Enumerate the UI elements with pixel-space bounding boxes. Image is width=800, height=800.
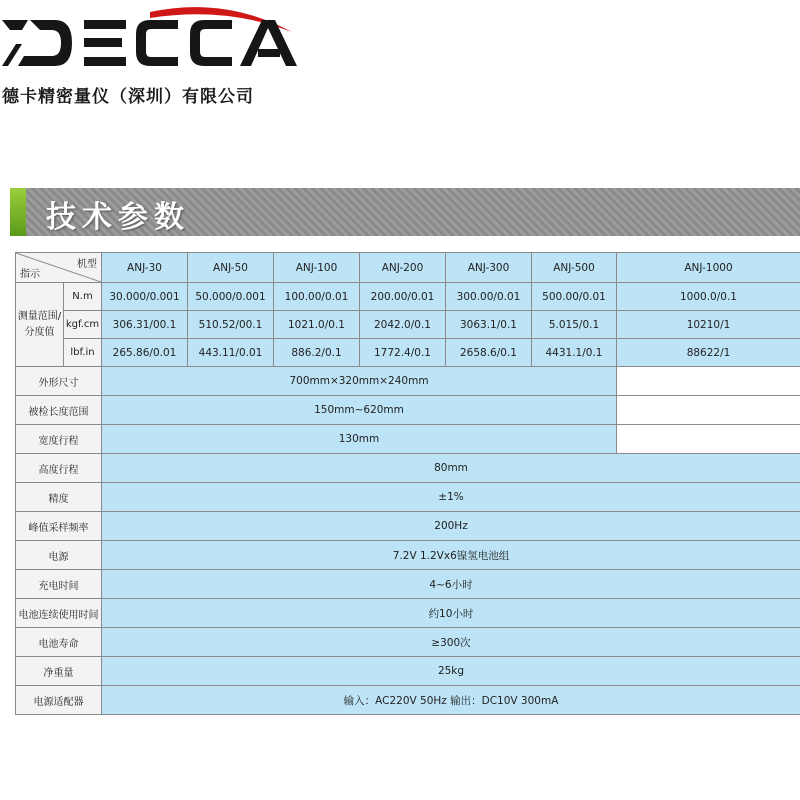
spec-value: 150mm~620mm (102, 396, 617, 425)
model-header: ANJ-500 (532, 253, 617, 283)
range-cell: 443.11/0.01 (188, 339, 274, 367)
range-cell: 265.86/0.01 (102, 339, 188, 367)
corner-header (16, 253, 102, 283)
spec-row (16, 425, 800, 454)
logo-text: DECCA (0, 0, 4, 1)
spec-row (16, 483, 800, 512)
range-cell: 500.00/0.01 (532, 283, 617, 311)
spec-value: 700mm×320mm×240mm (102, 367, 617, 396)
spec-label: 充电时间 (16, 570, 102, 599)
range-cell: 886.2/0.1 (274, 339, 360, 367)
spec-label: 高度行程 (16, 454, 102, 483)
empty-cell (617, 396, 800, 425)
spec-value: 4~6小时 (102, 570, 800, 599)
spec-row (16, 657, 800, 686)
section-banner (10, 188, 800, 236)
spec-row (16, 599, 800, 628)
spec-row (16, 541, 800, 570)
empty-cell (617, 425, 800, 454)
model-header: ANJ-50 (188, 253, 274, 283)
range-cell: 2042.0/0.1 (360, 311, 446, 339)
banner-accent (10, 188, 26, 236)
company-name: 德卡精密量仪（深圳）有限公司 (2, 87, 254, 107)
company-logo (0, 0, 300, 115)
range-row (16, 311, 800, 339)
unit-label: kgf.cm (64, 311, 102, 339)
range-cell: 50.000/0.001 (188, 283, 274, 311)
empty-cell (617, 367, 800, 396)
range-cell: 5.015/0.1 (532, 311, 617, 339)
model-header: ANJ-30 (102, 253, 188, 283)
spec-label: 宽度行程 (16, 425, 102, 454)
spec-label: 被检长度范围 (16, 396, 102, 425)
spec-row (16, 628, 800, 657)
spec-value: ≥300次 (102, 628, 800, 657)
spec-value: 25kg (102, 657, 800, 686)
spec-label: 净重量 (16, 657, 102, 686)
spec-table (15, 252, 800, 715)
range-cell: 100.00/0.01 (274, 283, 360, 311)
model-header: ANJ-300 (446, 253, 532, 283)
range-cell: 300.00/0.01 (446, 283, 532, 311)
spec-row (16, 396, 800, 425)
corner-model-label: 机型 (77, 259, 97, 270)
model-header: ANJ-200 (360, 253, 446, 283)
spec-label: 电源 (16, 541, 102, 570)
spec-label: 电池寿命 (16, 628, 102, 657)
spec-value: 80mm (102, 454, 800, 483)
spec-value: 约10小时 (102, 599, 800, 628)
decca-logo-mark (0, 0, 300, 85)
spec-label: 峰值采样频率 (16, 512, 102, 541)
spec-value: 200Hz (102, 512, 800, 541)
unit-label: N.m (64, 283, 102, 311)
range-cell: 30.000/0.001 (102, 283, 188, 311)
range-cell: 88622/1 (617, 339, 800, 367)
spec-row (16, 367, 800, 396)
header-row (16, 253, 800, 283)
range-cell: 4431.1/0.1 (532, 339, 617, 367)
range-row (16, 339, 800, 367)
spec-label: 电池连续使用时间 (16, 599, 102, 628)
spec-value: 130mm (102, 425, 617, 454)
spec-value: ±1% (102, 483, 800, 512)
range-cell: 2658.6/0.1 (446, 339, 532, 367)
spec-value: 7.2V 1.2Vx6镍氢电池组 (102, 541, 800, 570)
spec-row (16, 570, 800, 599)
spec-label: 外形尺寸 (16, 367, 102, 396)
spec-row (16, 686, 800, 715)
corner-indicator-label: 指示 (20, 269, 40, 280)
range-cell: 306.31/00.1 (102, 311, 188, 339)
spec-row (16, 512, 800, 541)
model-header: ANJ-100 (274, 253, 360, 283)
spec-row (16, 454, 800, 483)
range-cell: 1021.0/0.1 (274, 311, 360, 339)
range-cell: 1000.0/0.1 (617, 283, 800, 311)
range-cell: 200.00/0.01 (360, 283, 446, 311)
range-cell: 10210/1 (617, 311, 800, 339)
range-row (16, 283, 800, 311)
range-cell: 3063.1/0.1 (446, 311, 532, 339)
range-group-label: 测量范围/分度值 (16, 283, 64, 367)
range-cell: 1772.4/0.1 (360, 339, 446, 367)
model-header: ANJ-1000 (617, 253, 800, 283)
range-cell: 510.52/00.1 (188, 311, 274, 339)
spec-label: 电源适配器 (16, 686, 102, 715)
spec-label: 精度 (16, 483, 102, 512)
section-title: 技术参数 (46, 200, 190, 235)
spec-value: 输入：AC220V 50Hz 输出：DC10V 300mA (102, 686, 800, 715)
unit-label: lbf.in (64, 339, 102, 367)
